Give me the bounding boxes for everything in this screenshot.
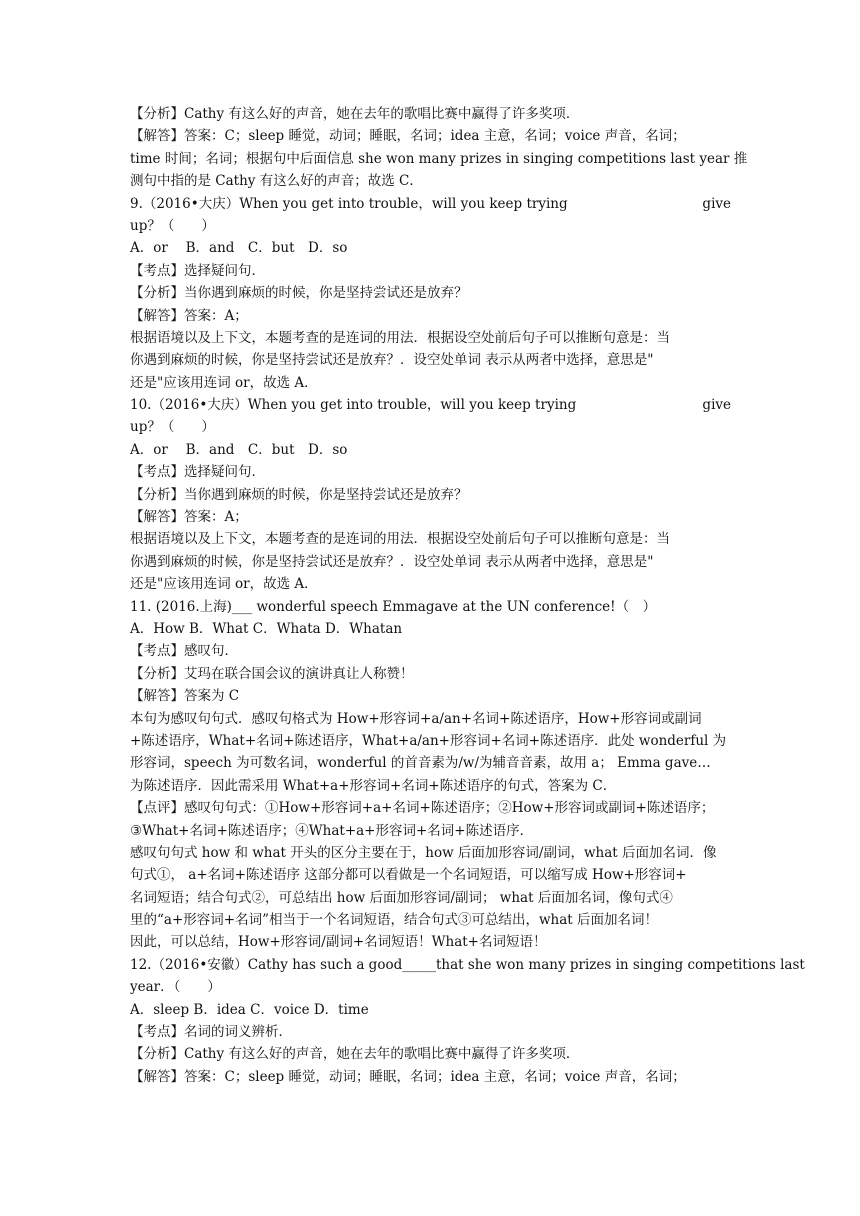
- text-line: 还是"应该用连词 or，故选 A．: [130, 374, 318, 391]
- text-line: 【考点】选择疑问句．: [130, 262, 265, 279]
- text-line: 【考点】选择疑问句．: [130, 464, 265, 481]
- text-line: 你遇到麻烦的时候，你是坚持尝试还是放弃？．设空处单词 表示从两者中选择，意思是": [130, 352, 654, 369]
- text-line: [130, 193, 731, 215]
- text-line: 名词短语；结合句式②，可总结出 how 后面加形容词/副词； what 后面加名词，像句式④: [130, 889, 673, 906]
- text-line: [130, 394, 731, 416]
- text-line: 【分析】艾玛在联合国会议的演讲真让人称赞！: [130, 665, 414, 682]
- text-line: 因此，可以总结，How+形容词/副词+名词短语！What+名词短语！: [130, 934, 547, 951]
- text-line: 【分析】Cathy 有这么好的声音，她在去年的歌唱比赛中赢得了许多奖项．: [130, 1046, 580, 1063]
- text-line-main: 9.（2016•大庆）When you get into trouble，will you keep trying: [130, 195, 568, 212]
- text-line: 【解答】答案：A；: [130, 509, 248, 526]
- text-line-end: give: [702, 195, 731, 212]
- text-line: 里的“a+形容词+名词”相当于一个名词短语，结合句式③可总结出，what 后面加名词！: [130, 912, 658, 929]
- text-line: A．or B．and C．but D．so: [130, 441, 348, 458]
- text-line: ③What+名词+陈述语序；④What+a+形容词+名词+陈述语序．: [130, 822, 534, 839]
- text-line: 11. (2016.上海)___ wonderful speech Emmagave at the UN conference!（ ）: [130, 598, 657, 615]
- text-line: 【考点】名词的词义辨析．: [130, 1024, 292, 1041]
- text-line: 为陈述语序．因此需采用 What+a+形容词+名词+陈述语序的句式，答案为 C．: [130, 777, 617, 794]
- text-line: A．or B．and C．but D．so: [130, 240, 348, 257]
- text-line: 本句为感叹句句式．感叹句格式为 How+形容词+a/an+名词+陈述语序，How+形容词或副词: [130, 710, 702, 727]
- text-line: 还是"应该用连词 or，故选 A．: [130, 576, 318, 593]
- text-line: 你遇到麻烦的时候，你是坚持尝试还是放弃？．设空处单词 表示从两者中选择，意思是": [130, 553, 654, 570]
- text-line: up？（ ）: [130, 419, 215, 436]
- text-line: 形容词，speech 为可数名词，wonderful 的首音素为/w/为辅音音素，故用 a； Emma gave…: [130, 755, 711, 772]
- text-line-main: 10.（2016•大庆）When you get into trouble，will you keep trying: [130, 397, 577, 414]
- text-line: 【分析】当你遇到麻烦的时候，你是坚持尝试还是放弃？: [130, 285, 468, 302]
- text-line: time 时间；名词；根据句中后面信息 she won many prizes in singing competitions last year 推: [130, 150, 748, 167]
- text-line: 【分析】Cathy 有这么好的声音，她在去年的歌唱比赛中赢得了许多奖项．: [130, 106, 580, 122]
- text-line: 感叹句句式 how 和 what 开头的区分主要在于，how 后面加形容词/副词，what 后面加名词．像: [130, 844, 717, 861]
- text-line: A．sleep B．idea C．voice D．time: [130, 1001, 369, 1018]
- text-line: 【考点】感叹句．: [130, 643, 238, 660]
- text-line: up？（ ）: [130, 217, 215, 234]
- text-line: 【解答】答案：C；sleep 睡觉，动词；睡眠，名词；idea 主意，名词；voice 声音，名词；: [130, 1068, 686, 1085]
- text-line: 【解答】答案：A；: [130, 307, 248, 324]
- text-line: 【解答】答案：C；sleep 睡觉，动词；睡眠，名词；idea 主意，名词；voice 声音，名词；: [130, 128, 686, 145]
- text-line: +陈述语序，What+名词+陈述语序，What+a/an+形容词+名词+陈述语序．此处 wonderful 为: [130, 732, 727, 749]
- document-body: [130, 103, 805, 1088]
- text-line: 12.（2016•安徽）Cathy has such a good_____that she won many prizes in singing competitions last: [130, 956, 805, 973]
- text-line: A．How B．What C．Whata D．Whatan: [130, 620, 403, 637]
- text-line-end: give: [702, 397, 731, 414]
- text-line: 句式①， a+名词+陈述语序 这部分都可以看做是一个名词短语，可以缩写成 How+形容词+: [130, 867, 687, 884]
- text-line: 【点评】感叹句句式：①How+形容词+a+名词+陈述语序；②How+形容词或副词+陈述语序；: [130, 800, 715, 817]
- text-line: 【解答】答案为 C: [130, 688, 240, 705]
- text-line: 根据语境以及上下文，本题考查的是连词的用法．根据设空处前后句子可以推断句意是：当: [130, 531, 670, 548]
- text-line: year．（ ）: [130, 979, 221, 996]
- text-line: 根据语境以及上下文，本题考查的是连词的用法．根据设空处前后句子可以推断句意是：当: [130, 329, 670, 346]
- text-line: 测句中指的是 Cathy 有这么好的声音；故选 C．: [130, 173, 423, 190]
- text-line: 【分析】当你遇到麻烦的时候，你是坚持尝试还是放弃？: [130, 486, 468, 503]
